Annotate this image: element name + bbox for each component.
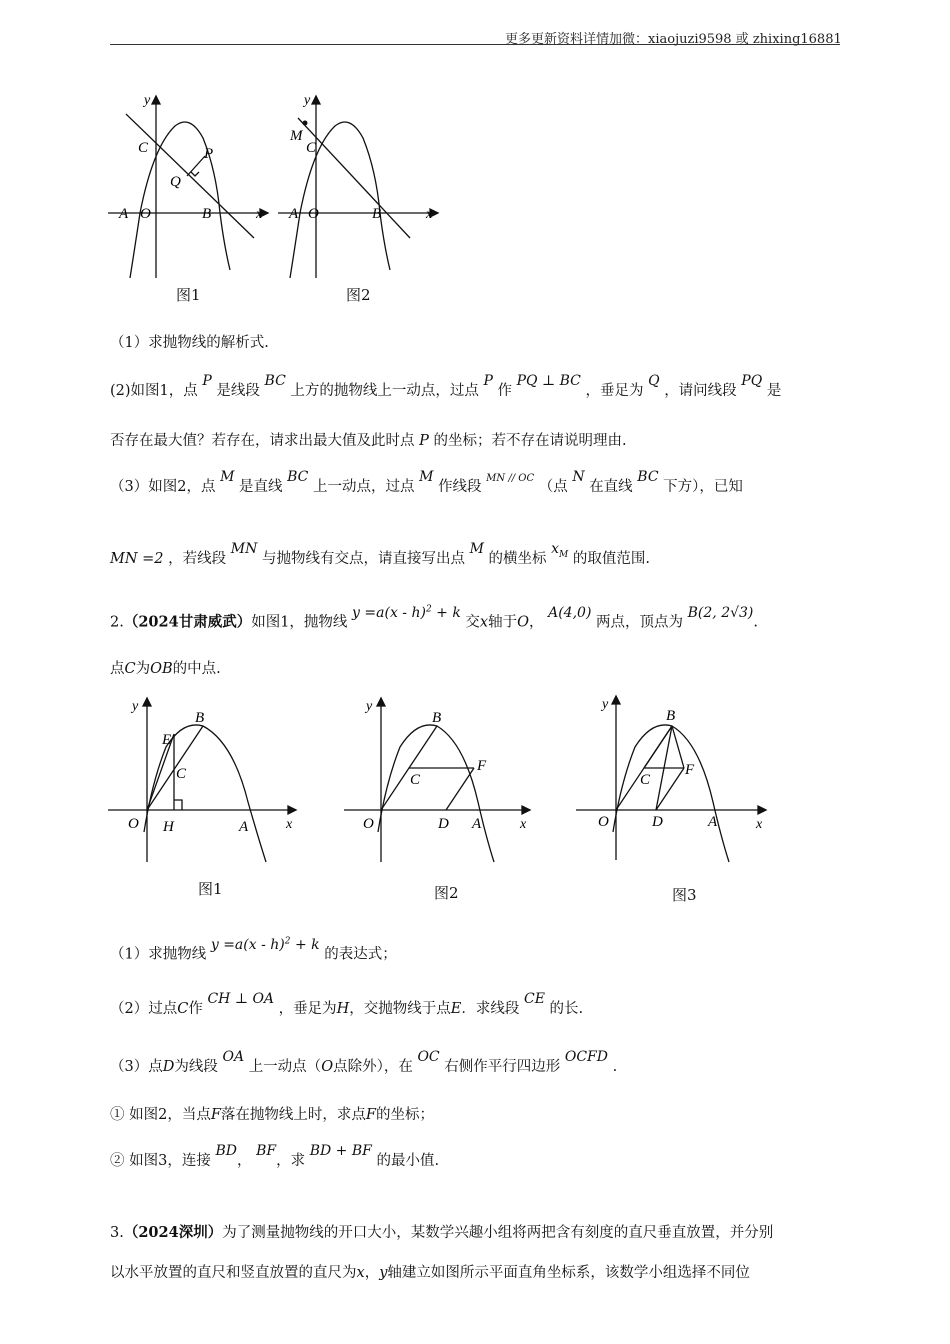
- q2f1-point-E: E: [162, 732, 172, 748]
- q2-s3-t5: 右侧作平行四边形: [444, 1059, 561, 1075]
- q2-s2-t4: ，交抛物线于点: [349, 1001, 451, 1017]
- q3-t2-rest: 轴建立如图所示平面直角坐标系，该数学小组选择不同位: [387, 1265, 750, 1281]
- q2-t5: 两点，顶点为: [596, 614, 684, 631]
- q2-s5-BF: BF: [256, 1143, 277, 1159]
- q2-s4-F2: F: [365, 1107, 376, 1123]
- q2-s5-sum: BD + BF: [309, 1143, 372, 1159]
- q3-t1: 为了测量抛物线的开口大小，某数学兴趣小组将两把含有刻度的直尺垂直放置，并分别: [222, 1225, 774, 1241]
- q2-s3-OC: OC: [417, 1049, 440, 1065]
- q1-part2-t4: 作: [497, 383, 513, 399]
- q2-formula: [352, 605, 461, 621]
- q1-part1: [110, 332, 269, 354]
- q1-part3-line2-t1: ，若线段: [168, 551, 227, 567]
- q2f3-x-label: x: [756, 817, 763, 832]
- q2f3-point-D: D: [652, 814, 663, 830]
- fig1-y-label: y: [144, 93, 151, 108]
- q2-s2-t6: 的长.: [549, 1001, 584, 1017]
- q2-s3-t6: .: [612, 1059, 618, 1075]
- q2f2-point-O: O: [363, 816, 374, 832]
- q2-s4-F: F: [210, 1107, 221, 1123]
- q1-part3-MN2: MN =2: [110, 551, 164, 567]
- q2f3-point-B: B: [666, 708, 676, 724]
- q1-part2-PQ: PQ: [741, 373, 763, 389]
- q2-s3-t2: 为线段: [174, 1059, 218, 1075]
- q1-part3-MNparallelOC: MN // OC: [486, 473, 535, 484]
- q2-s2-t5: ．求线段: [461, 1001, 520, 1017]
- q2-s1-formula: [211, 937, 320, 953]
- q2-t2-x: x: [479, 614, 489, 631]
- q2-s5-t1: ② 如图3，连接: [110, 1153, 211, 1169]
- q2-fig3-caption: 图3: [672, 886, 697, 904]
- q1-part2-PQperpBC: PQ ⊥ BC: [516, 373, 581, 389]
- q2-s3-OA: OA: [222, 1049, 245, 1065]
- q1-part3-line2-t3: 的横坐标: [488, 551, 547, 567]
- q1-part3-BC: BC: [287, 469, 309, 485]
- q1-part3-t2: 是直线: [239, 479, 283, 495]
- q2-s3-t1: （3）点: [110, 1059, 163, 1075]
- q1-part2-P: P: [202, 373, 212, 389]
- q1-part3-line2-MN: MN: [230, 541, 258, 557]
- header-divider: [110, 44, 840, 45]
- q2-part1: [110, 936, 397, 966]
- q2-intro-line1: [110, 604, 759, 634]
- q2-B-vertex: B(2, 2√3): [687, 604, 754, 621]
- top-figure-1: [108, 90, 278, 282]
- fig2-point-M: M: [290, 128, 303, 144]
- q3-t2-comma: ，: [364, 1265, 380, 1281]
- top-figure-2: [278, 90, 448, 282]
- q2f1-point-C: C: [176, 766, 187, 782]
- q2-s1-t2: 的表达式；: [324, 946, 397, 963]
- q2f3-point-C: C: [640, 772, 651, 788]
- q2-part3-1: [110, 1104, 434, 1126]
- q2-part3-2: [110, 1143, 440, 1172]
- q1-part3-BC2: BC: [637, 469, 659, 485]
- q1-part3-M2: M: [419, 469, 434, 485]
- q1-part2-line2: [110, 430, 627, 452]
- q2-s5-t3: ，求: [276, 1153, 306, 1169]
- q1-part2-P2: P: [483, 373, 493, 389]
- q1-part3-line2: [110, 541, 650, 576]
- q1-part3-t3: 上一动点，过点: [313, 479, 415, 495]
- q2f3-point-O: O: [598, 814, 609, 830]
- q2-s2-H: H: [336, 1001, 350, 1017]
- q1-part3-line1: [110, 469, 743, 500]
- q2-t2: 交: [465, 614, 480, 631]
- q1-part1-text: （1）求抛物线的解析式.: [110, 335, 269, 351]
- fig1-x-label: x: [256, 207, 263, 222]
- fig1-point-B: B: [202, 206, 212, 222]
- q2-s3-t3: 上一动点（: [248, 1059, 322, 1075]
- q2-t4: ，: [529, 614, 544, 631]
- q2f3-point-F: F: [685, 762, 695, 778]
- q2-fig1-caption: 图1: [198, 880, 223, 898]
- q1-xM-sub: M: [559, 549, 569, 560]
- q2-s2-t3: ，垂足为: [278, 1001, 337, 1017]
- q1-part3-line2-t4: 的取值范围.: [572, 551, 650, 567]
- q1-part2-BC: BC: [264, 373, 286, 389]
- q1-part2-t3: 上方的抛物线上一动点，过点: [290, 383, 479, 399]
- q2-t1: 如图1，抛物线: [251, 614, 348, 631]
- fig2-point-O: O: [308, 206, 319, 222]
- q1-part3-t1: （3）如图2，点: [110, 479, 216, 495]
- q3-t2: 以水平放置的直尺和竖直放置的直尺为: [110, 1265, 357, 1281]
- q2-line2-t2: 为: [135, 661, 151, 677]
- q1-part3-t7: 下方），已知: [663, 479, 743, 495]
- q2-t3-O: O: [517, 614, 529, 631]
- q2-intro-line2: [110, 658, 221, 680]
- fig2-point-A: A: [289, 206, 299, 222]
- q2-fig2-caption: 图2: [434, 884, 459, 902]
- q2-line2-OB: OB: [150, 661, 173, 677]
- q3-line2: [110, 1262, 750, 1284]
- q2f1-point-O: O: [128, 816, 139, 832]
- q2f3-y-label: y: [602, 697, 609, 712]
- q1-part2-Q: Q: [648, 373, 660, 389]
- q2f2-point-C: C: [410, 772, 421, 788]
- q2-formula-tail: + k: [436, 604, 461, 621]
- fig1-caption: 图1: [176, 286, 201, 304]
- fig2-point-B: B: [372, 206, 382, 222]
- q2-s2-C: C: [177, 1001, 189, 1017]
- q2-s1-formula-tail: + k: [294, 936, 320, 953]
- q1-part3-N: N: [572, 469, 585, 485]
- q2f2-point-A: A: [472, 816, 482, 832]
- fig2-y-label: y: [304, 93, 311, 108]
- q1-part2-line2-t1: 否存在最大值？若存在，请求出最大值及此时点: [110, 433, 415, 449]
- q3-t2-y: y: [379, 1265, 388, 1281]
- q2-formula-main: y =a(x - h): [352, 604, 426, 621]
- q2-t6: .: [753, 614, 759, 631]
- q1-part3-M: M: [220, 469, 235, 485]
- q2-s1-formula-main: y =a(x - h): [210, 936, 285, 953]
- q2f2-point-D: D: [438, 816, 449, 832]
- q2-s2-CHperpOA: CH ⊥ OA: [207, 991, 275, 1007]
- fig2-x-label: x: [426, 207, 433, 222]
- q2f2-point-F: F: [477, 758, 487, 774]
- q2-s2-t2: 作: [188, 1001, 203, 1017]
- q1-part3-t5: （点: [538, 479, 568, 495]
- q1-part2-line2-P: P: [419, 433, 429, 449]
- q2-s2-E: E: [450, 1001, 462, 1017]
- q2-part3: [110, 1049, 618, 1078]
- q2-s2-CE: CE: [524, 991, 545, 1007]
- q1-part2-line1: [110, 373, 782, 402]
- q1-part3-line2-M: M: [469, 541, 484, 557]
- q2-s5-BD: BD: [215, 1143, 237, 1159]
- q2-s1-t1: （1）求抛物线: [110, 946, 207, 963]
- q2-part2: [110, 991, 584, 1020]
- q1-part2-t1: (2)如图1，点: [110, 383, 198, 399]
- q1-part2-line2-t2: 的坐标；若不存在请说明理由.: [433, 433, 627, 449]
- q2-s2-t1: （2）过点: [110, 1001, 178, 1017]
- q2-A40: A(4,0): [548, 604, 592, 621]
- fig1-point-Q: Q: [170, 174, 181, 190]
- q1-xM-x: x: [551, 541, 560, 557]
- q2-number: 2.: [110, 614, 124, 631]
- q2-figure-2: [344, 692, 544, 864]
- q2f2-point-B: B: [432, 710, 442, 726]
- q2-s5-t4: 的最小值.: [376, 1153, 440, 1169]
- q1-part3-line2-t2: 与抛物线有交点，请直接写出点: [261, 551, 465, 567]
- q2-s4-t1: ① 如图2，当点: [110, 1107, 211, 1123]
- fig1-point-O: O: [140, 206, 151, 222]
- q2-s5-t2: ，: [236, 1153, 252, 1169]
- q1-part2-t6: ，请问线段: [664, 383, 737, 399]
- q2-s3-O: O: [321, 1059, 334, 1075]
- q2f1-point-B: B: [195, 710, 205, 726]
- q2-s4-t2: 落在抛物线上时，求点: [220, 1107, 366, 1123]
- q1-part2-t7: 是: [766, 383, 782, 399]
- q2f2-x-label: x: [520, 817, 527, 832]
- q2-t3: 轴于: [488, 614, 518, 631]
- q3-number: 3.: [110, 1225, 124, 1241]
- q2f3-point-A: A: [708, 814, 718, 830]
- q2f1-x-label: x: [286, 817, 293, 832]
- q2-s3-OCFD: OCFD: [564, 1049, 608, 1065]
- q2-s4-t3: 的坐标；: [375, 1107, 434, 1123]
- q2-s3-D: D: [162, 1059, 175, 1075]
- q1-part3-line2-xM: [551, 541, 569, 560]
- q2-source: （2024甘肃威武）: [123, 613, 252, 631]
- fig2-point-C: C: [306, 140, 317, 156]
- fig1-point-A: A: [119, 206, 129, 222]
- q2-line2-C: C: [124, 661, 136, 677]
- q2-line2-t1: 点: [110, 661, 125, 677]
- q2-line2-t3: 的中点.: [172, 661, 221, 677]
- q1-part3-t4: 作线段: [438, 479, 482, 495]
- q2-figure-1: [108, 692, 308, 864]
- fig1-point-C: C: [138, 140, 149, 156]
- header-text: 更多更新资料详情加微：xiaojuzi9598 或 zhixing16881: [505, 32, 842, 47]
- q2-figure-3: [576, 688, 776, 864]
- q2-formula-sup: 2: [425, 604, 432, 614]
- q2f2-y-label: y: [366, 699, 373, 714]
- q2f1-point-A: A: [239, 819, 249, 835]
- q3-t2-x: x: [356, 1265, 365, 1281]
- fig1-point-P: P: [204, 146, 214, 162]
- q1-part2-t2: 是线段: [216, 383, 260, 399]
- fig2-caption: 图2: [346, 286, 371, 304]
- q1-part2-t5: ，垂足为: [585, 383, 644, 399]
- q2-s1-formula-sup: 2: [284, 936, 291, 946]
- q2f1-y-label: y: [132, 699, 139, 714]
- q2-s3-t4: 点除外），在: [333, 1059, 413, 1075]
- q3-source: （2024深圳）: [123, 1224, 223, 1241]
- q1-part3-t6: 在直线: [589, 479, 633, 495]
- q3-line1: [110, 1222, 773, 1244]
- q2f1-point-H: H: [163, 819, 174, 835]
